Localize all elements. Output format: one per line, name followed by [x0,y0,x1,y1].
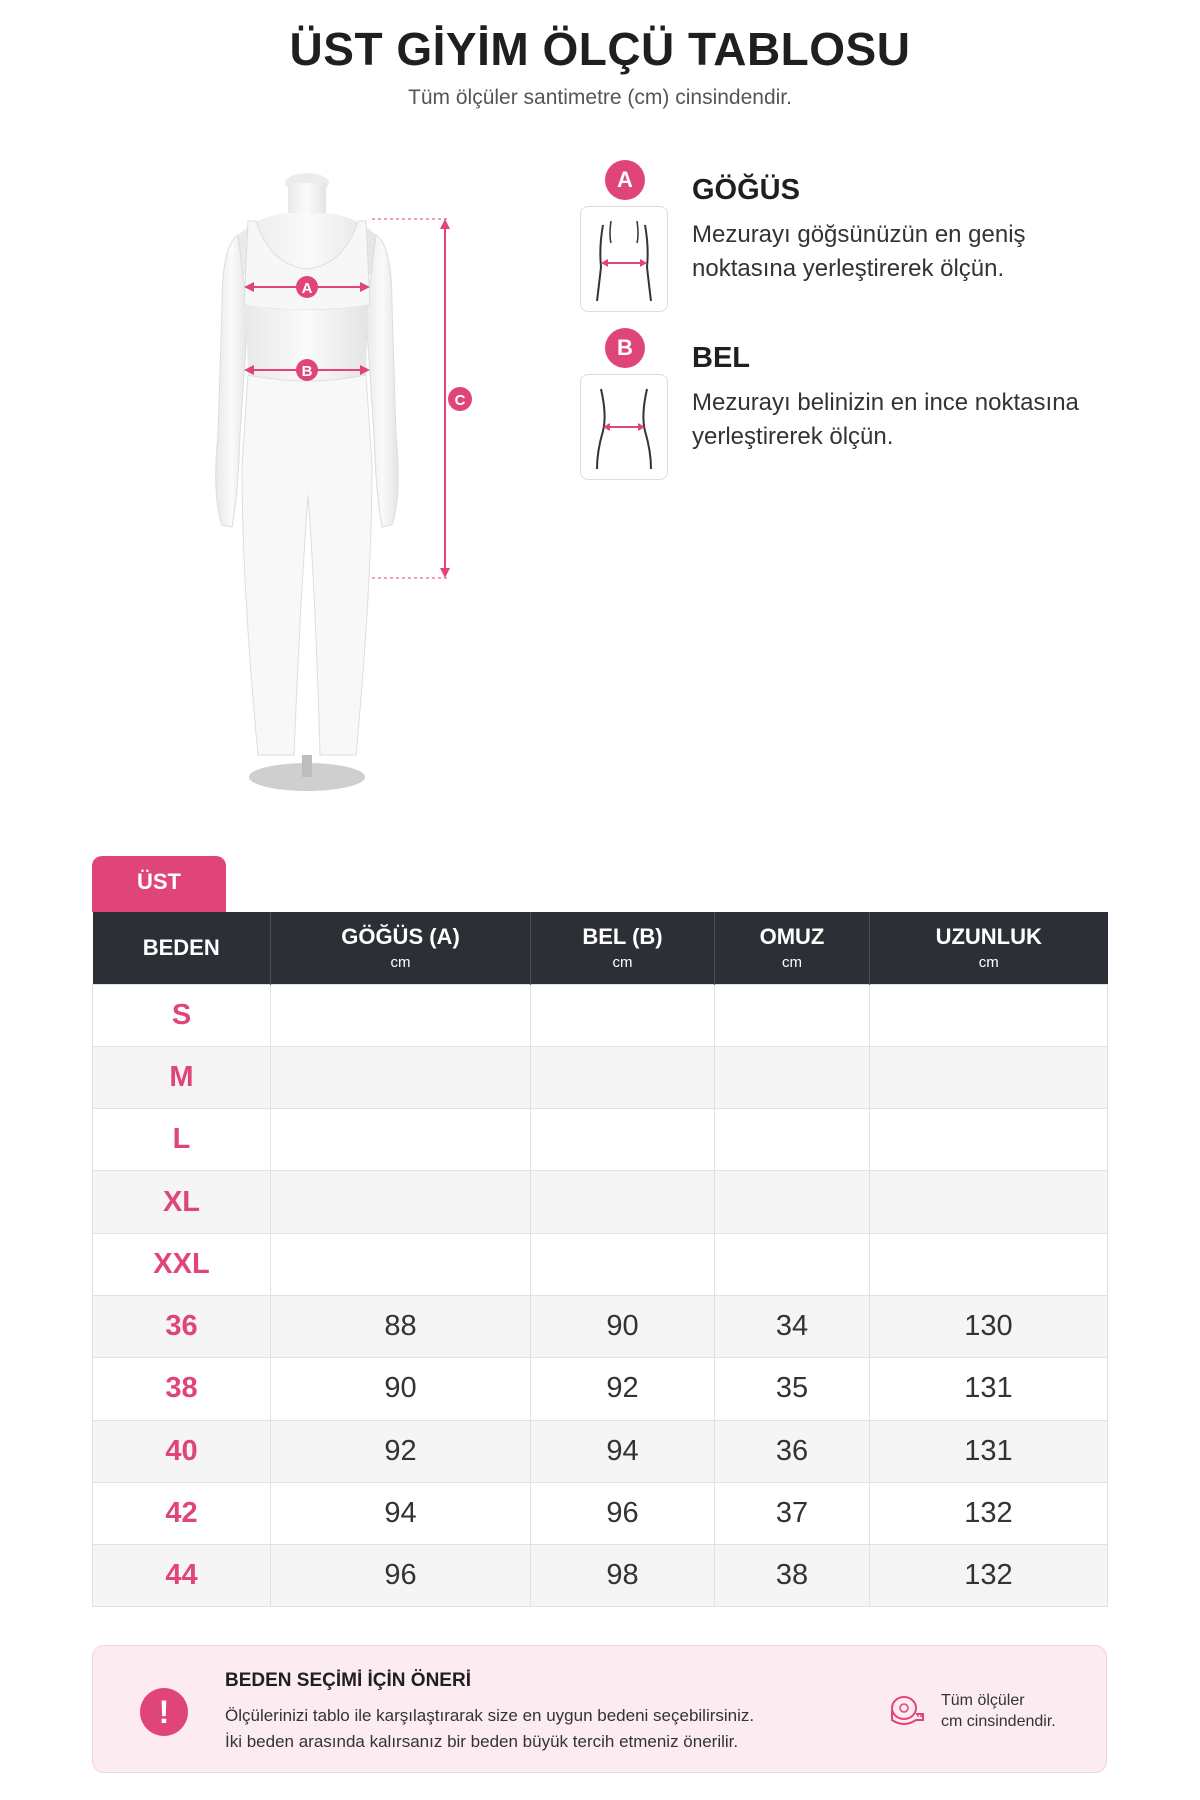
column-header-waist: BEL (B) cm [531,912,715,984]
size-cell: XL [93,1171,271,1233]
length-cell [870,984,1108,1046]
page-title: ÜST GİYİM ÖLÇÜ TABLOSU [289,23,911,75]
note-right-line-1: Tüm ölçüler [941,1692,1025,1709]
column-header-chest: GÖĞÜS (A) cm [271,912,531,984]
note-right-line-2: cm cinsindendir. [941,1713,1056,1730]
chest-cell [271,1046,531,1108]
shoulder-cell [715,1109,870,1171]
shoulder-cell [715,1171,870,1233]
svg-text:C: C [454,392,466,409]
size-cell: M [93,1046,271,1108]
table-row [93,984,1108,1046]
note-line-1: Ölçülerinizi tablo ile karşılaştırarak size en uygun bedeni seçebilirsiniz. [225,1706,755,1725]
table-row [93,1171,1108,1233]
waist-cell [531,1109,715,1171]
length-cell [870,1171,1108,1233]
waist-icon [580,374,668,480]
table-row [93,1233,1108,1295]
shoulder-cell [715,1233,870,1295]
waist-cell: 94 [531,1420,715,1482]
size-cell: XXL [93,1233,271,1295]
waist-cell [531,1046,715,1108]
waist-cell: 92 [531,1358,715,1420]
waist-cell: 98 [531,1545,715,1607]
size-recommendation-note [92,1645,1107,1773]
tab-ust[interactable]: ÜST [92,856,226,912]
table-row [93,1545,1108,1607]
badge-a: A [605,160,645,200]
mannequin-illustration [160,165,500,815]
table-header-row [93,912,1108,984]
table-row [93,1358,1108,1420]
length-cell [870,1046,1108,1108]
shoulder-cell: 34 [715,1295,870,1357]
waist-cell: 96 [531,1482,715,1544]
note-line-2: İki beden arasında kalırsanız bir beden büyük tercih etmeniz önerilir. [225,1732,739,1751]
shoulder-cell: 38 [715,1545,870,1607]
shoulder-cell: 36 [715,1420,870,1482]
waist-description: Mezurayı belinizin en ince noktasına yerleştirerek ölçün. [692,389,1079,450]
length-cell: 131 [870,1420,1108,1482]
waist-cell [531,1171,715,1233]
shoulder-cell [715,984,870,1046]
badge-b: B [605,328,645,368]
shoulder-cell: 35 [715,1358,870,1420]
length-cell [870,1233,1108,1295]
chest-cell: 90 [271,1358,531,1420]
length-cell: 131 [870,1358,1108,1420]
chest-cell [271,1233,531,1295]
table-row [93,1295,1108,1357]
size-cell: 40 [93,1420,271,1482]
page-subtitle: Tüm ölçüler santimetre (cm) cinsindendir. [408,86,792,109]
column-header-length: UZUNLUK cm [870,912,1108,984]
size-cell: 38 [93,1358,271,1420]
exclamation-icon: ! [140,1688,188,1736]
size-table [92,912,1108,1607]
waist-title: BEL [692,342,750,374]
chest-cell: 96 [271,1545,531,1607]
shoulder-cell: 37 [715,1482,870,1544]
waist-cell: 90 [531,1295,715,1357]
chest-cell: 94 [271,1482,531,1544]
length-cell: 132 [870,1482,1108,1544]
chest-icon [580,206,668,312]
measurement-waist [580,328,1140,488]
chest-cell: 88 [271,1295,531,1357]
table-row [93,1109,1108,1171]
table-row [93,1046,1108,1108]
note-title: BEDEN SEÇİMİ İÇİN ÖNERİ [225,1670,471,1691]
chest-title: GÖĞÜS [692,174,800,206]
table-row [93,1420,1108,1482]
size-cell: L [93,1109,271,1171]
chest-cell [271,1109,531,1171]
column-header-size: BEDEN [93,912,271,984]
size-cell: S [93,984,271,1046]
chest-cell [271,984,531,1046]
shoulder-cell [715,1046,870,1108]
waist-cell [531,1233,715,1295]
chest-description: Mezurayı göğsünüzün en geniş noktasına yerleştirerek ölçün. [692,221,1026,282]
length-cell: 130 [870,1295,1108,1357]
length-cell: 132 [870,1545,1108,1607]
size-cell: 44 [93,1545,271,1607]
chest-cell: 92 [271,1420,531,1482]
size-cell: 36 [93,1295,271,1357]
measuring-tape-icon [889,1694,925,1728]
chest-cell [271,1171,531,1233]
svg-text:A: A [301,280,313,297]
mannequin-figure [160,165,500,815]
svg-text:B: B [301,363,313,380]
table-row [93,1482,1108,1544]
length-cell [870,1109,1108,1171]
column-header-shoulder: OMUZ cm [715,912,870,984]
size-cell: 42 [93,1482,271,1544]
measurement-chest [580,160,1140,320]
waist-cell [531,984,715,1046]
